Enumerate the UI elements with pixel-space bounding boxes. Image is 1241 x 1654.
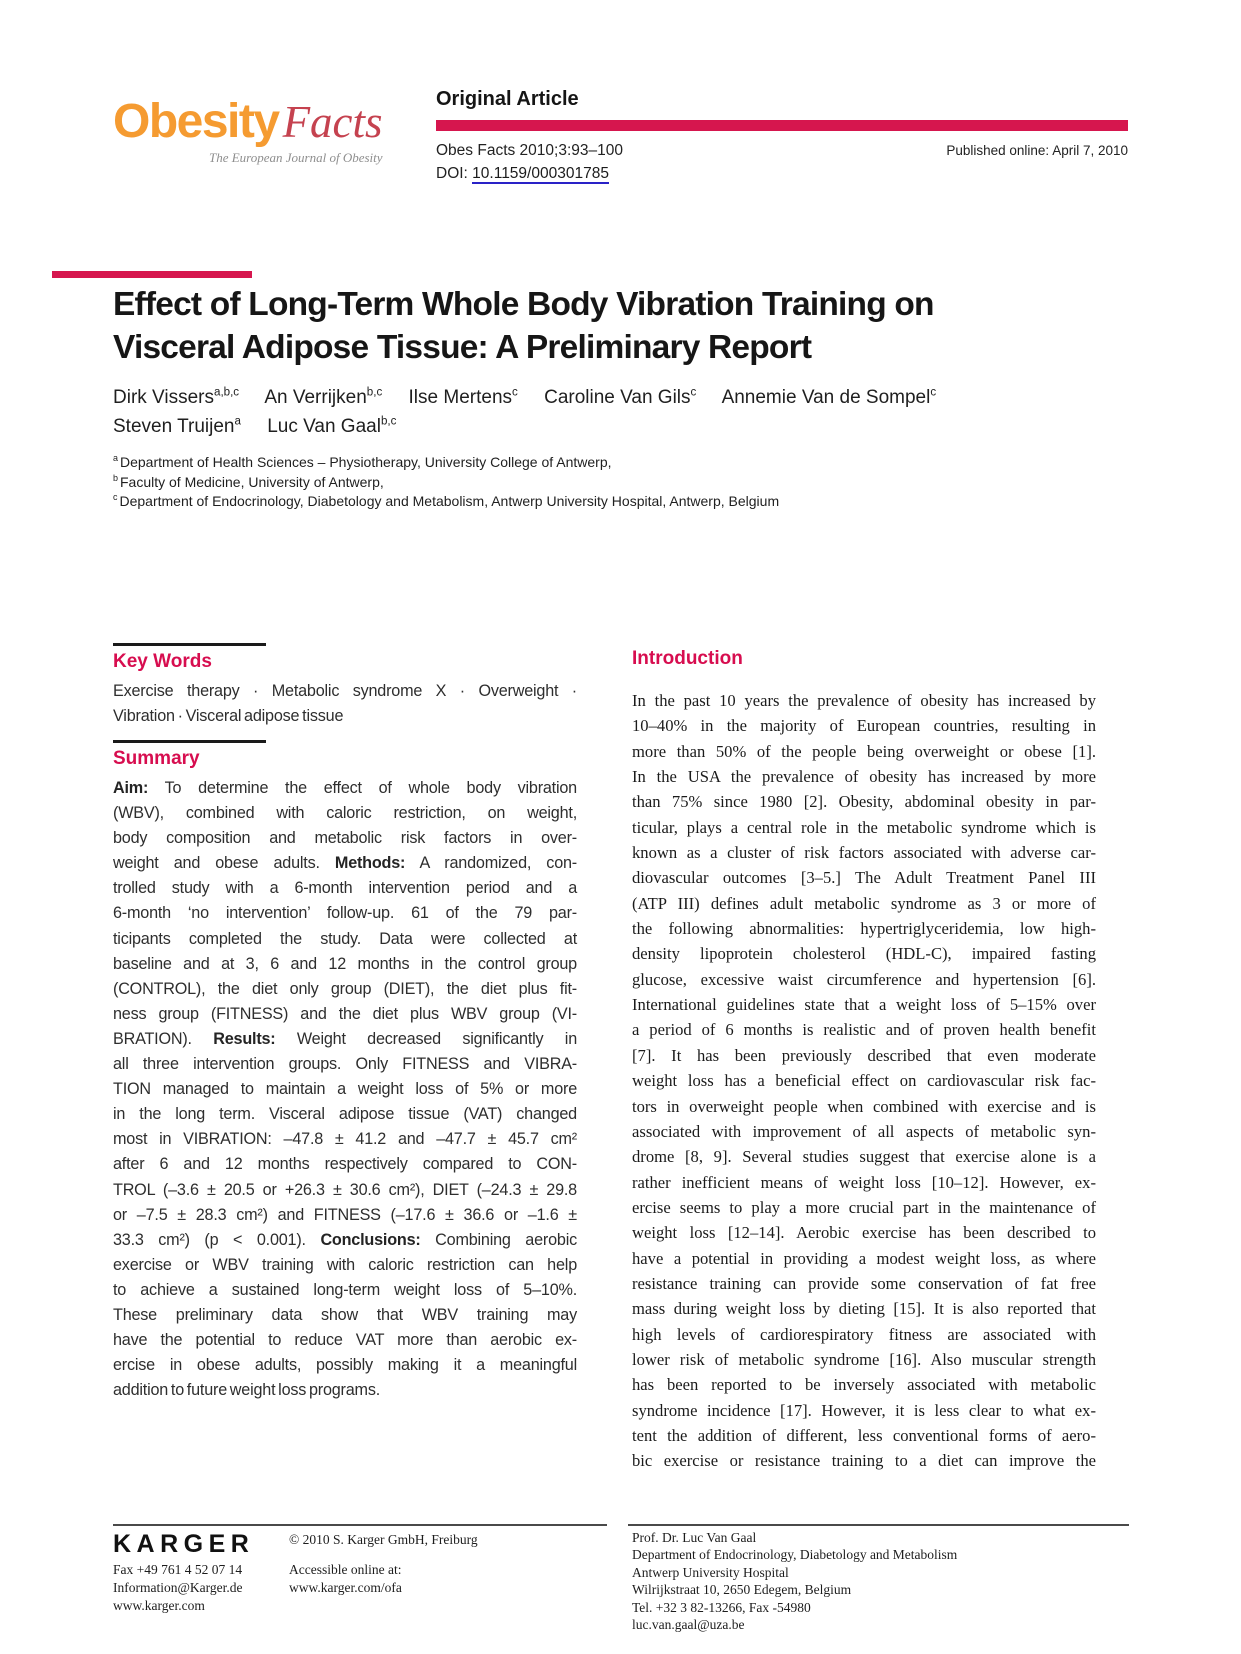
introduction-text: In the past 10 years the prevalence of obesity has increased by 10–40% in the majority of European countries, resulting in more than 50% of the people being overweight or obese [1]. In the USA the prevalence of obesity has increased by more than 75% since 1980 [2]. Obesity, abdominal obesity in par- ticular, plays a central role in the metabolic syndrome which is known as a cluster of risk factors associated with adverse car- diovascular outcomes [3–5.] The Adult Treatment Panel III (ATP III) defines adult metabolic syndrome as 3 or more of the following abnormalities: hypertriglyceridemia, low high- density lipoprotein cholesterol (HDL-C), impaired fasting glucose, excessive waist circumference and hypertension [6]. International guidelines state that a weight loss of 5–15% over a period of 6 months is realistic and of proven health benefit [7]. It has been previously described that even moderate weight loss has a beneficial effect on cardiovascular risk fac- tors in overweight people when combined with exercise and is associated with improvement of all aspects of metabolic syn- drome [8, 9]. Several studies suggest that exercise alone is a rather inefficient means of weight loss [10–12]. However, ex- ercise seems to play a more crucial part in the maintenance of weight loss [12–14]. Aerobic exercise has been described to have a potential in providing a modest weight loss, as where resistance training can provide some conservation of fat free mass during weight loss by dieting [15]. It is also reported that high levels of cardiorespiratory fitness are associated with lower risk of metabolic syndrome [16]. Also muscular strength has been reported to be inversely associated with metabolic syndrome incidence [17]. However, it is less clear to what ex- tent the addition of different, less conventional forms of aero- bic exercise or resistance training to a diet can improve the bbox=[632, 691, 1096, 1471]
header-right bbox=[436, 88, 1128, 183]
section-rule bbox=[113, 740, 266, 743]
introduction-section bbox=[632, 648, 1096, 1474]
publisher-contact: Fax +49 761 4 52 07 14 Information@Karger.de www.karger.com bbox=[113, 1562, 243, 1613]
correspondence-block: Prof. Dr. Luc Van Gaal Department of Endocrinology, Diabetology and Metabolism Antwerp University Hospital Wilrijkstraat 10, 2650 Edegem, Belgium Tel. +32 3 82-13266, Fax -54980 luc.van.gaal@uza.be bbox=[632, 1530, 958, 1633]
author: Ilse Mertens$^c$ bbox=[408, 386, 518, 408]
author-line bbox=[113, 384, 1113, 413]
author: Annemie Van de Sompel$^c$ bbox=[721, 386, 937, 408]
author-affiliation-sup: b,c bbox=[380, 415, 397, 428]
author: Luc Van Gaal$^{b,c}$ bbox=[267, 415, 397, 437]
author: Dirk Vissers$^{a,b,c}$ bbox=[113, 386, 240, 408]
affiliation-list bbox=[113, 453, 1073, 512]
journal-wordmark-obesity: Obesity bbox=[113, 95, 279, 148]
keywords-text: Exercise therapy · Metabolic syndrome X · Overweight · Vibration · Visceral adipose tissue bbox=[113, 682, 577, 726]
summary-heading: Summary bbox=[113, 748, 200, 769]
introduction-heading: Introduction bbox=[632, 648, 743, 669]
doi-label: DOI: bbox=[436, 165, 473, 182]
citation-text: Obes Facts 2010;3:93–100 bbox=[436, 142, 623, 159]
citation-row bbox=[436, 142, 1128, 160]
keywords-heading: Key Words bbox=[113, 651, 212, 672]
article-title-line2: Visceral Adipose Tissue: A Preliminary Report bbox=[113, 329, 812, 366]
author: Caroline Van Gils$^c$ bbox=[544, 386, 697, 408]
article-title bbox=[113, 283, 1093, 369]
accessible-online-block: Accessible online at: www.karger.com/ofa bbox=[289, 1562, 402, 1595]
doi-link[interactable]: 10.1159/000301785 bbox=[472, 165, 609, 182]
article-type-label: Original Article bbox=[436, 88, 579, 110]
author-line bbox=[113, 413, 1113, 442]
author-affiliation-sup: c bbox=[512, 386, 518, 399]
summary-section bbox=[113, 740, 577, 1403]
author-affiliation-sup: a bbox=[234, 415, 241, 428]
doi-row bbox=[436, 165, 1128, 183]
article-title-line1: Effect of Long-Term Whole Body Vibration Training on bbox=[113, 286, 934, 323]
journal-logo bbox=[113, 94, 383, 166]
affiliation: $^b$ Faculty of Medicine, University of Antwerp, bbox=[113, 472, 384, 490]
footer-rule-right bbox=[628, 1524, 1129, 1526]
affiliation: $^a$ Department of Health Sciences – Physiotherapy, University College of Antwerp, bbox=[113, 453, 612, 470]
copyright-text: © 2010 S. Karger GmbH, Freiburg bbox=[289, 1532, 478, 1547]
author-affiliation-sup: b,c bbox=[366, 386, 383, 399]
author-list bbox=[113, 384, 1113, 441]
summary-text: Aim: To determine the effect of whole body vibration (WBV), combined with caloric restriction, on weight, body composition and metabolic risk factors in over- weight and obese adults. Methods: A randomized, con- trolled study with a 6-month intervention period and a 6-month ‘no intervention’ follow-up. 61 of the 79 par- ticipants completed the study. Data were collected at baseline and at 3, 6 and 12 months in the control group (CONTROL), the diet only group (DIET), the diet plus fit- ness group (FITNESS) and the diet plus WBV group (VI- BRATION). Results: Weight decreased significantly in all three intervention groups. Only FITNESS and VIBRA- TION managed to maintain a weight loss of 5% or more in the long term. Visceral adipose tissue (VAT) changed most in VIBRATION: –47.8 ± 41.2 and –47.7 ± 45.7 cm² after 6 and 12 months respectively compared to CON- TROL (–3.6 ± 20.5 or +26.3 ± 30.6 cm²), DIET (–24.3 ± 29.8 or –7.5 ± 28.3 cm²) and FITNESS (–17.6 ± 36.6 or –1.6 ± 33.3 cm²) (p < 0.001). Conclusions: Combining aerobic exercise or WBV training with caloric restriction can help to achieve a sustained long-term weight loss of 5–10%. These preliminary data show that WBV training may have the potential to reduce VAT more than aerobic ex- ercise in obese adults, possibly making it a meaningful addition to future weight loss programs. bbox=[113, 779, 578, 1400]
journal-wordmark-facts: Facts bbox=[282, 97, 383, 147]
header-red-bar bbox=[436, 120, 1128, 131]
keywords-section bbox=[113, 643, 577, 729]
published-online-text: Published online: April 7, 2010 bbox=[946, 143, 1128, 158]
karger-logo: KARGER bbox=[113, 1530, 255, 1558]
author: Steven Truijen$^a$ bbox=[113, 415, 241, 437]
footer-rule-left bbox=[113, 1524, 607, 1526]
author-affiliation-sup: c bbox=[690, 386, 697, 399]
affiliation: $^c$ Department of Endocrinology, Diabetology and Metabolism, Antwerp University Hospital, Antwerp, Belgium bbox=[113, 492, 780, 509]
journal-wordmark bbox=[113, 94, 383, 149]
title-red-bar bbox=[52, 271, 252, 278]
author-affiliation-sup: c bbox=[930, 386, 937, 399]
author: An Verrijken$^{b,c}$ bbox=[264, 386, 383, 408]
journal-tagline: The European Journal of Obesity bbox=[208, 150, 383, 165]
section-rule bbox=[113, 643, 266, 646]
author-affiliation-sup: a,b,c bbox=[214, 386, 240, 399]
